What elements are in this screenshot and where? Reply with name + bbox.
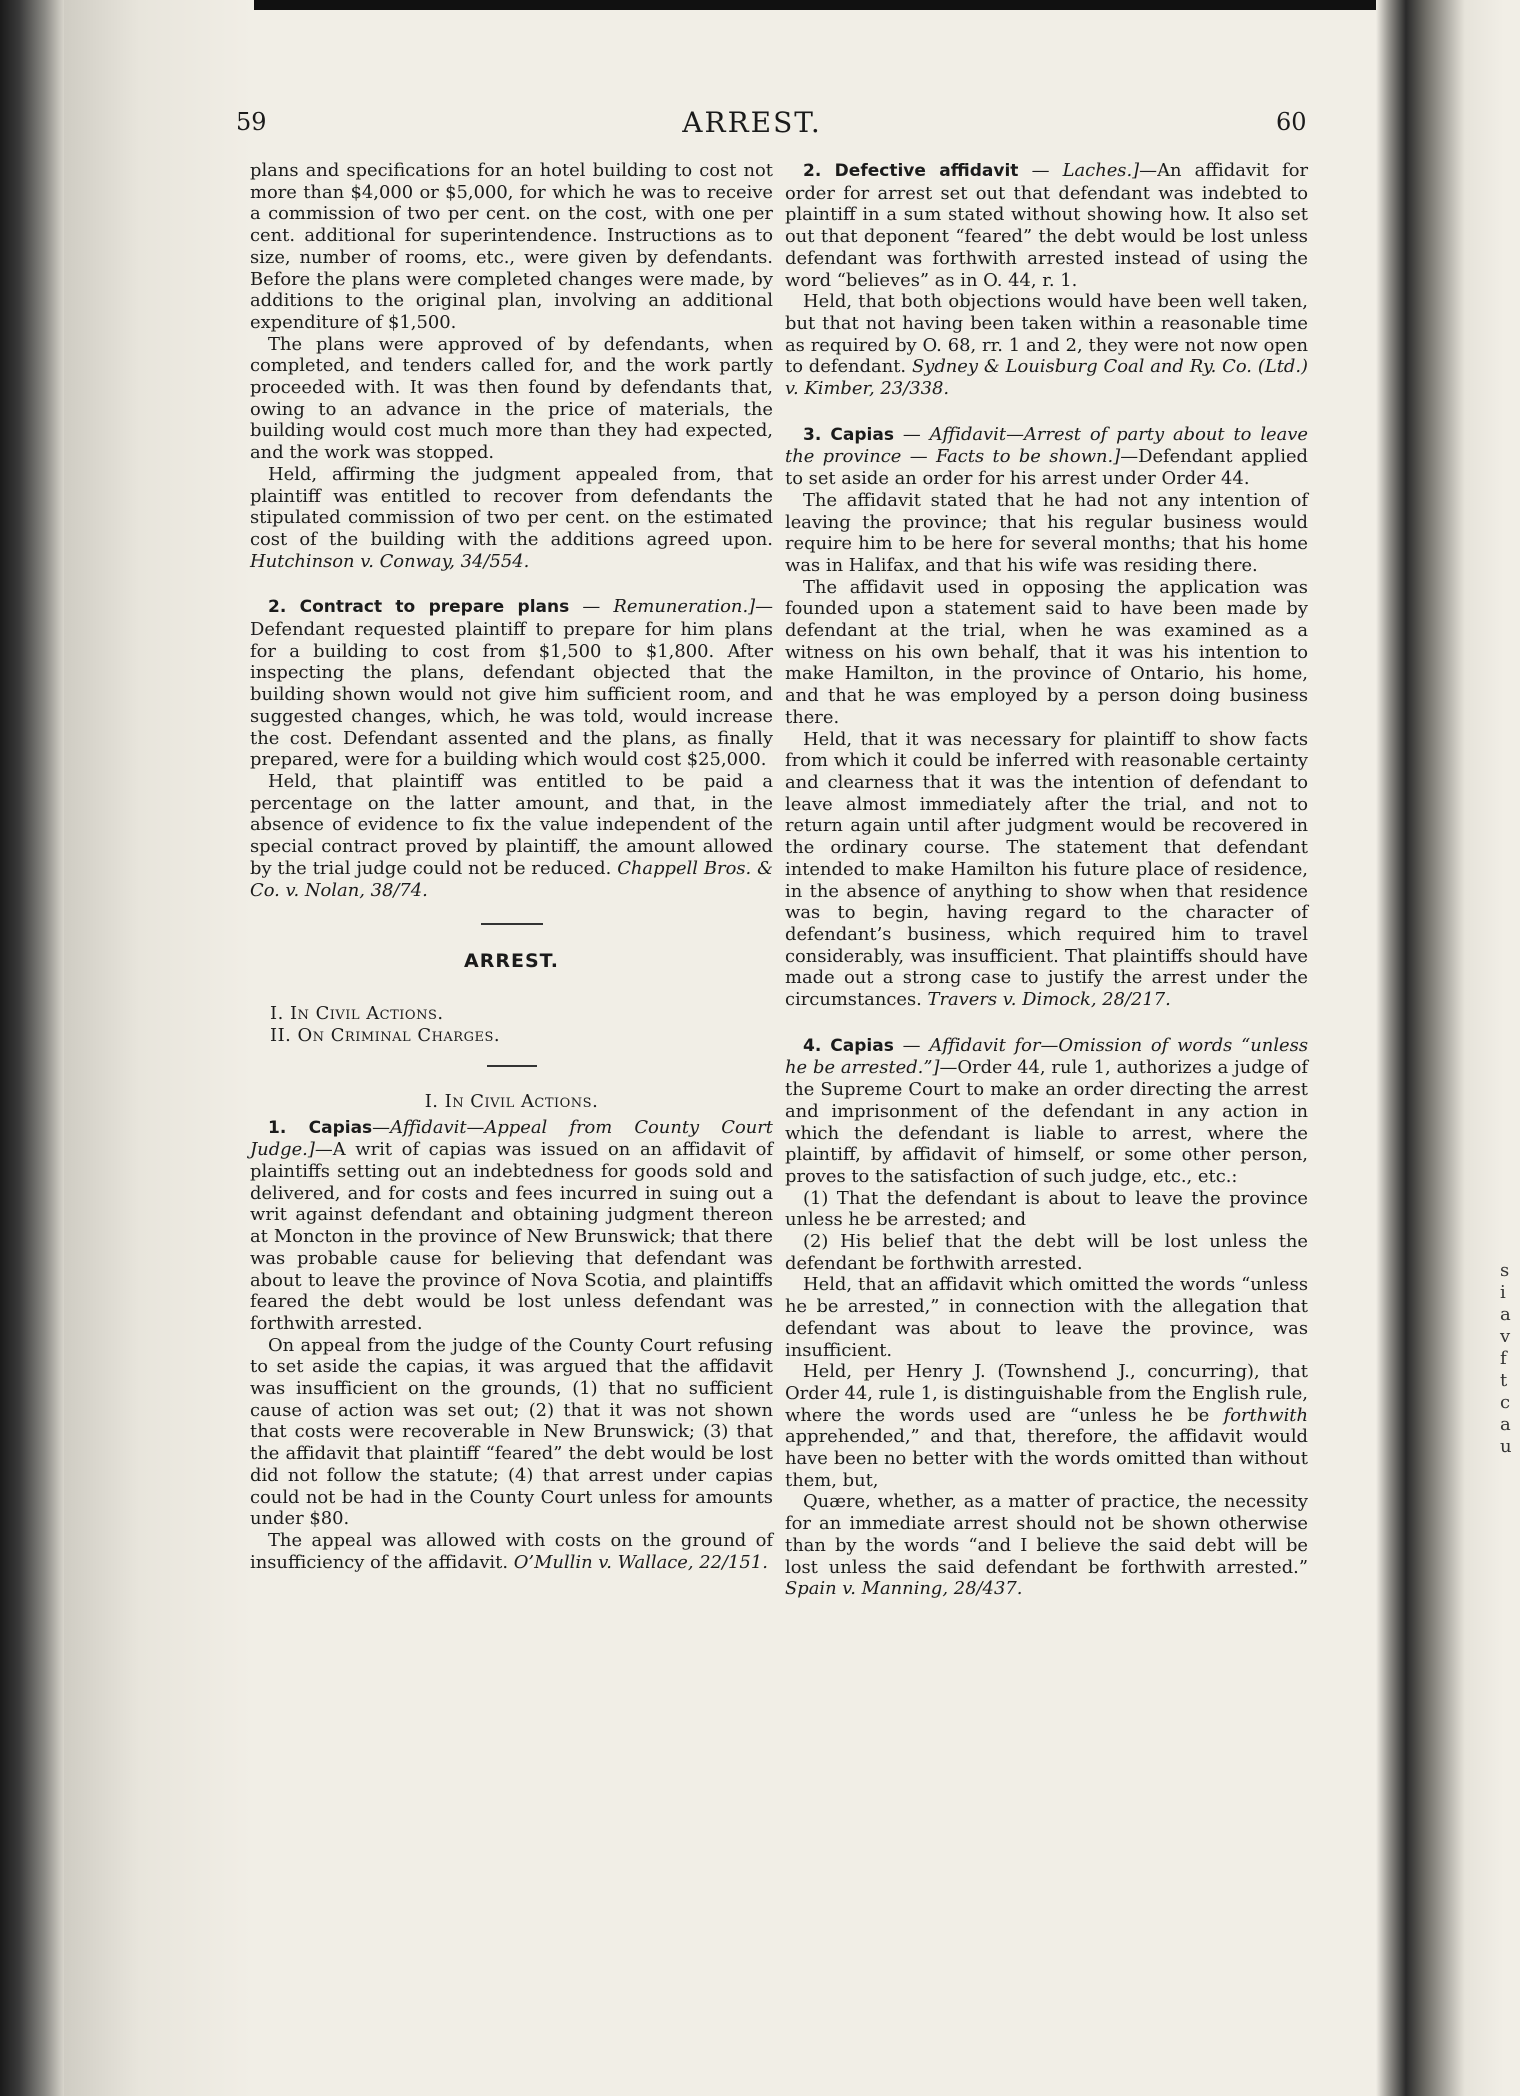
case-title: 4. Capias <box>803 1035 894 1056</box>
book-gutter <box>1376 0 1406 2096</box>
holding-paragraph: Held, that it was necessary for plaintiff to show facts from which it could be inferred with reasonable certainty and clearness that it was the intention of defendant to leave almost immediately after the trial, and not to return again until after judgment would be recovered in the ordinary course. The statement that defendant intended to make Hamilton his future place of residence, in the absence of anything to show when that residence was to begin, having regard to the character of defendant’s business, which required him to travel considerably, was insufficient. That plaintiffs should have made out a strong case to justify the arrest under the circumstances. Travers v. Dimock, 28/217. <box>785 728 1308 1011</box>
toc-item: I. In Civil Actions. <box>270 1002 444 1024</box>
case-citation: Spain v. Manning, 28/437. <box>785 1578 1023 1600</box>
holding-paragraph: Held, that an affidavit which omitted the words “unless he be arrested,” in connection with the allegation that defendant was about to leave the province, was insufficient. <box>785 1274 1308 1361</box>
running-title: ARREST. <box>682 106 822 139</box>
case-entry <box>785 1035 1308 1188</box>
case-title: 2. Defective affidavit <box>803 161 1019 181</box>
section-divider <box>481 923 543 925</box>
margin-fragment: u <box>1500 1436 1512 1457</box>
case-citation: Chappell Bros. & Co. v. Nolan, 38/74. <box>250 857 774 901</box>
case-subtitle: — Laches.] <box>1031 160 1140 181</box>
rule-item: (2) His belief that the debt will be lost unless the defendant be forthwith arrested. <box>785 1231 1308 1274</box>
case-paragraph: The affidavit used in opposing the application was founded upon a statement said to have been made by defendant at the trial, when he was examined as a witness on his own behalf, that it was his intention to make Hamilton, in the province of Ontario, his home, and that he was employed by a person doing business there. <box>785 576 1308 728</box>
case-subtitle: — Remuneration.] <box>582 596 756 618</box>
quaere-paragraph: Quære, whether, as a matter of practice, the necessity for an immediate arrest should not be shown otherwise than by the words “and I believe the said debt will be lost unless the said defendant be forthwith arrested.” Spain v. Manning, 28/437. <box>785 1491 1308 1600</box>
case-body: —Order 44, rule 1, authorizes a judge of the Supreme Court to make an order directing the arrest and imprisonment of the defendant in any action in which the defendant is liable to arrest, where the plaintiff, by affidavit of himself, or some other person, proves to the satisfaction of such judge, etc., etc.: <box>785 1057 1308 1187</box>
continuation-paragraph: The plans were approved of by defendants, when completed, and tenders called for, and the work partly proceeded with. It was then found by defendants that, owing to an advance in the price of materials, the building would cost much more than they had expected, and the work was stopped. <box>250 333 773 464</box>
margin-fragment: a <box>1500 1304 1511 1325</box>
case-subtitle: —Affidavit—Appeal from County Court Judge.] <box>250 1116 773 1161</box>
case-citation: O’Mullin v. Wallace, 22/151. <box>513 1551 768 1573</box>
right-column <box>785 160 1308 1600</box>
left-page-number: 59 <box>236 108 267 136</box>
case-body: —A writ of capias was issued on an affidavit of plaintiffs setting out an indebtedness for goods sold and delivered, and for costs and fees incurred in suing out a writ against defendant and obtaining judgment thereon at Moncton in the province of New Brunswick; that there was probable cause for believing that defendant was about to leave the province of Nova Scotia, and plaintiffs feared the debt would be lost unless defendant was forthwith arrested. <box>250 1139 773 1334</box>
margin-fragment: a <box>1500 1414 1511 1435</box>
adjacent-page <box>1406 0 1504 2096</box>
subsection-title: I. In Civil Actions. <box>424 1090 599 1112</box>
page-edge-shadow <box>64 0 254 2096</box>
margin-fragment: c <box>1500 1392 1511 1413</box>
case-entry <box>250 596 773 771</box>
case-title: 1. Capias <box>268 1117 373 1138</box>
case-subtitle: — Affidavit for—Omission of words “unless he be arrested.”] <box>785 1034 1309 1079</box>
case-entry <box>250 1117 773 1335</box>
holding-paragraph: The appeal was allowed with costs on the ground of insufficiency of the affidavit. O’Mullin v. Wallace, 22/151. <box>250 1529 773 1573</box>
section-title: ARREST. <box>464 950 559 973</box>
margin-fragment: f <box>1500 1348 1507 1369</box>
margin-fragment: i <box>1500 1282 1506 1303</box>
case-body: —Defendant applied to set aside an order for his arrest under Order 44. <box>785 446 1308 490</box>
book-spine <box>0 0 64 2096</box>
case-citation: Travers v. Dimock, 28/217. <box>927 989 1171 1011</box>
holding-paragraph: Held, that both objections would have been well taken, but that not having been taken within a reasonable time as required by O. 68, rr. 1 and 2, they were not now open to defendant. Sydney & Louisburg Coal and Ry. Co. (Ltd.) v. Kimber, 23/338. <box>785 291 1309 400</box>
case-body: —Defendant requested plaintiff to prepare for him plans for a building to cost from $1,500 to $1,800. After inspecting the plans, defendant objected that the building shown would not give him sufficient room, and suggested changes, which, he was told, would increase the cost. Defendant assented and the plans, as finally prepared, were for a building which would cost $25,000. <box>250 596 773 771</box>
case-title: 2. Contract to prepare plans <box>268 597 570 618</box>
holding-paragraph: Held, that plaintiff was entitled to be paid a percentage on the latter amount, and that, in the absence of evidence to fix the value independent of the special contract proved by plaintiff, the amount allowed by the trial judge could not be reduced. Chappell Bros. & Co. v. Nolan, 38/74. <box>250 770 774 901</box>
case-citation: Sydney & Louisburg Coal and Ry. Co. (Ltd.) v. Kimber, 23/338. <box>785 356 1309 400</box>
left-column <box>250 160 773 1573</box>
section-contents <box>270 1003 773 1047</box>
continuation-paragraph: plans and specifications for an hotel building to cost not more than $4,000 or $5,000, for which he was to receive a commission of two per cent. on the cost, with one per cent. additional for superintendence. Instructions as to size, number of rooms, etc., were given by defendants. Before the plans were completed changes were made, by additions to the original plan, involving an additional expenditure of $1,500. <box>250 160 773 333</box>
rule-item: (1) That the defendant is about to leave the province unless he be arrested; and <box>785 1187 1308 1231</box>
holding-paragraph: Held, per Henry J. (Townshend J., concurring), that Order 44, rule 1, is distinguishable from the English rule, where the words used are “unless he be forthwith apprehended,” and that, therefore, the affidavit would have been no better with the words omitted than without them, but, <box>785 1361 1308 1491</box>
case-paragraph: On appeal from the judge of the County Court refusing to set aside the capias, it was argued that the affidavit was insufficient on the grounds, (1) that no sufficient cause of action was set out; (2) that it was not shown that costs were recoverable in New Brunswick; (3) that the affidavit that plaintiff “feared” the debt would be lost did not follow the statute; (4) that arrest under capias could not be had in the County Court unless for amounts under $80. <box>250 1334 773 1530</box>
toc-item: II. On Criminal Charges. <box>270 1024 501 1046</box>
margin-fragment: t <box>1500 1370 1508 1391</box>
case-paragraph: The affidavit stated that he had not any intention of leaving the province; that his regular business would require him to be here for several months; that his home was in Halifax, and that his wife was residing there. <box>785 489 1308 576</box>
holding-paragraph: Held, affirming the judgment appealed from, that plaintiff was entitled to recover from defendants the stipulated commission of two per cent. on the estimated cost of the building with the additions agreed upon. Hutchinson v. Conway, 34/554. <box>250 463 773 572</box>
margin-fragment: v <box>1500 1326 1511 1347</box>
case-entry <box>785 160 1308 291</box>
adjacent-page-text-fragments <box>1500 1260 1520 1458</box>
margin-fragment: s <box>1500 1260 1510 1281</box>
case-body: —An affidavit for order for arrest set out that defendant was indebted to plaintiff in a sum stated without showing how. It also set out that deponent “feared” the debt would be lost unless defendant was forthwith arrested instead of using the word “believes” as in O. 44, r. 1. <box>785 160 1309 291</box>
case-citation: Hutchinson v. Conway, 34/554. <box>250 550 530 572</box>
section-divider <box>487 1065 537 1067</box>
case-subtitle: — Affidavit—Arrest of party about to leave the province — Facts to be shown.] <box>785 423 1308 468</box>
case-entry <box>785 424 1308 490</box>
case-title: 3. Capias <box>803 424 894 445</box>
right-page-number: 60 <box>1276 108 1307 136</box>
